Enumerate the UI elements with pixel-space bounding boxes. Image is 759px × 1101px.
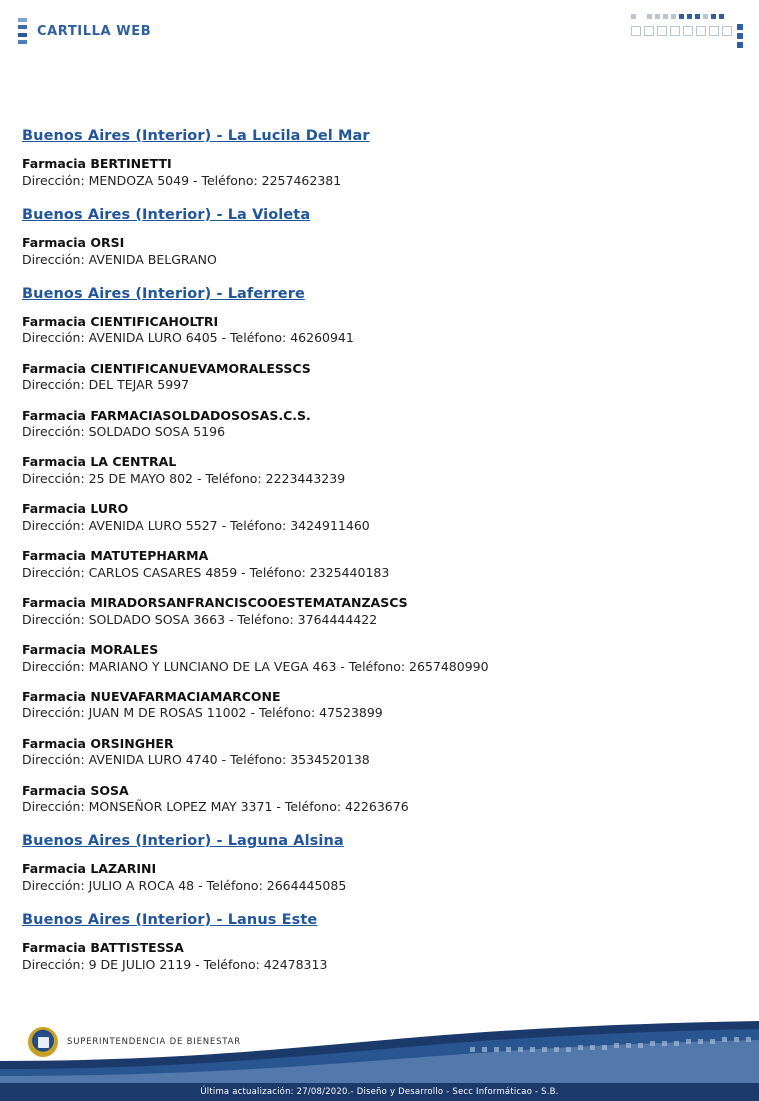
pharmacy-detail: Dirección: AVENIDA LURO 5527 - Teléfono: 3424911460 (22, 517, 370, 533)
city-block (22, 833, 737, 894)
pharmacy-detail: Dirección: AVENIDA BELGRANO (22, 251, 217, 267)
pharmacy-name: Farmacia CIENTIFICANUEVAMORALESSCS (22, 360, 311, 376)
pharmacy-name: Farmacia NUEVAFARMACIAMARCONE (22, 688, 281, 704)
pharmacy-detail: Dirección: MONSEÑOR LOPEZ MAY 3371 - Teléfono: 42263676 (22, 799, 409, 815)
city-heading[interactable]: Buenos Aires (Interior) - La Lucila Del Mar (22, 128, 370, 144)
pharmacy-entry (22, 861, 737, 894)
pharmacy-detail: Dirección: JULIO A ROCA 48 - Teléfono: 2664445085 (22, 878, 347, 893)
pharmacy-detail: Dirección: 9 DE JULIO 2119 - Teléfono: 42478313 (22, 956, 328, 972)
crest-seal-icon (28, 1027, 58, 1057)
pharmacy-name: Farmacia BERTINETTI (22, 156, 172, 171)
pharmacy-detail: Dirección: SOLDADO SOSA 3663 - Teléfono: 3764444422 (22, 611, 378, 627)
pharmacy-entry (22, 156, 737, 189)
pharmacy-directory (0, 128, 759, 987)
dot-grid-icon (629, 10, 749, 50)
page-title: CARTILLA WEB (37, 23, 152, 39)
pharmacy-entry (22, 783, 737, 816)
organization-mark (28, 1027, 241, 1057)
pharmacy-detail: Dirección: MENDOZA 5049 - Teléfono: 2257462381 (22, 172, 342, 188)
city-heading[interactable]: Buenos Aires (Interior) - La Violeta (22, 206, 311, 223)
pharmacy-name: Farmacia SOSA (22, 782, 129, 798)
pharmacy-entry (22, 361, 737, 394)
pharmacy-name: Farmacia LA CENTRAL (22, 454, 177, 470)
pharmacy-entry (22, 408, 737, 441)
pharmacy-entry (22, 454, 737, 487)
city-block (22, 207, 737, 268)
city-block (22, 912, 737, 973)
city-heading[interactable]: Buenos Aires (Interior) - Laguna Alsina (22, 833, 344, 850)
pharmacy-detail: Dirección: DEL TEJAR 5997 (22, 377, 190, 393)
pharmacy-detail: Dirección: 25 DE MAYO 802 - Teléfono: 2223443239 (22, 471, 346, 486)
pharmacy-name: Farmacia LURO (22, 501, 129, 517)
pharmacy-name: Farmacia FARMACIASOLDADOSOSAS.C.S. (22, 407, 311, 423)
pharmacy-name: Farmacia BATTISTESSA (22, 940, 184, 956)
pharmacy-detail: Dirección: SOLDADO SOSA 5196 (22, 424, 226, 440)
pharmacy-entry (22, 548, 737, 581)
pharmacy-name: Farmacia LAZARINI (22, 861, 157, 877)
city-block (22, 286, 737, 816)
pharmacy-detail: Dirección: AVENIDA LURO 4740 - Teléfono: 3534520138 (22, 752, 370, 768)
pharmacy-name: Farmacia MATUTEPHARMA (22, 548, 209, 564)
pharmacy-entry (22, 736, 737, 769)
pharmacy-entry (22, 689, 737, 722)
city-heading[interactable]: Buenos Aires (Interior) - Lanus Este (22, 912, 318, 929)
pharmacy-name: Farmacia ORSINGHER (22, 735, 174, 751)
page-header (0, 0, 759, 62)
pharmacy-detail: Dirección: JUAN M DE ROSAS 11002 - Teléfono: 47523899 (22, 705, 383, 721)
pharmacy-entry (22, 314, 737, 347)
pharmacy-entry (22, 940, 737, 973)
pharmacy-entry (22, 642, 737, 675)
organization-name: SUPERINTENDENCIA DE BIENESTAR (67, 1037, 241, 1047)
footer-status-bar: Última actualización: 27/08/2020.- Diseño y Desarrollo - Secc Informáticao - S.B. (0, 1083, 759, 1101)
pharmacy-entry (22, 595, 737, 628)
city-heading[interactable]: Buenos Aires (Interior) - Laferrere (22, 285, 305, 302)
pharmacy-entry (22, 235, 737, 268)
pharmacy-name: Farmacia ORSI (22, 234, 125, 250)
pharmacy-detail: Dirección: AVENIDA LURO 6405 - Teléfono: 46260941 (22, 330, 354, 346)
pharmacy-detail: Dirección: MARIANO Y LUNCIANO DE LA VEGA 463 - Teléfono: 2657480990 (22, 658, 489, 674)
pharmacy-entry (22, 501, 737, 534)
bars-logo-icon (18, 18, 27, 44)
page-footer (0, 1006, 759, 1101)
pharmacy-name: Farmacia MIRADORSANFRANCISCOOESTEMATANZASCS (22, 595, 408, 610)
pharmacy-name: Farmacia MORALES (22, 641, 159, 657)
header-brand (18, 18, 151, 44)
pharmacy-detail: Dirección: CARLOS CASARES 4859 - Teléfono: 2325440183 (22, 564, 390, 580)
pharmacy-name: Farmacia CIENTIFICAHOLTRI (22, 313, 219, 329)
city-block (22, 128, 737, 189)
